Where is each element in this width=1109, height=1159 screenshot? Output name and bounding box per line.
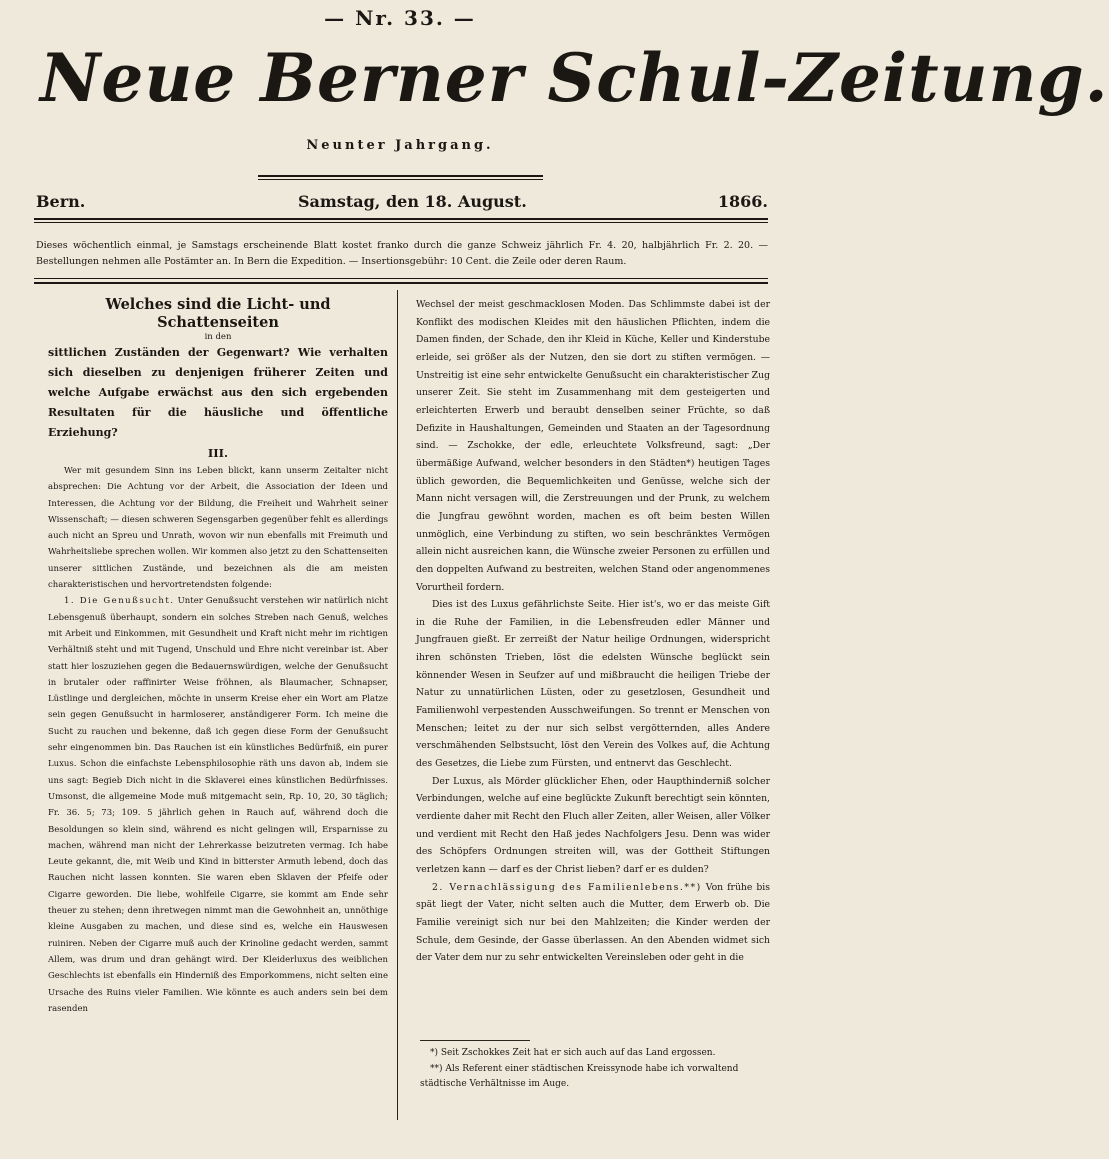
- paragraph: [48, 593, 388, 1017]
- section-number: III.: [207, 446, 229, 460]
- notice-rule: [34, 278, 768, 279]
- dateline-rule: [34, 218, 768, 220]
- left-column: [48, 296, 388, 1017]
- notice-rule-thick: [34, 282, 768, 284]
- paragraph: Der Luxus, als Mörder glücklicher Ehen, oder Haupthinderniß solcher Verbindungen, welche auf eine beglückte Zukunft berechtigt sein könnten, verdiente daher mit Recht den Fluch aller Zeiten, aller Weisen, aller Völker und verdient mit Recht den Haß jedes Nachfolgers Jesu. Denn was wider des Schöpfers Ordnungen streiten will, was der Gottheit Stiftungen verletzen kann — darf es der Christ lieben? darf er es dulden?: [416, 775, 770, 875]
- dateline: [36, 192, 768, 214]
- footnote-2: **) Als Referent einer städtischen Kreissynode habe ich vorwaltend städtische Verhältnisse im Auge.: [420, 1064, 739, 1089]
- place: Bern.: [36, 192, 86, 211]
- article-subheading: in den: [204, 332, 232, 342]
- column-divider: [397, 290, 398, 1120]
- issue-year: 1866.: [717, 192, 768, 211]
- newspaper-title: Neue Berner Schul-Zeitung.: [40, 39, 1109, 117]
- paragraph: Dies ist des Luxus gefährlichste Seite. Hier ist's, wo er das meiste Gift in die Ruhe der Familien, in die Lebensfreuden edler Männer und Jungfrauen gießt. Er zerreißt der Natur heilige Ordnungen, widerspricht ihren schönsten Trieben, löst die edelsten Wünsche beglückt sein könnender Wesen in Seufzer auf und mißbraucht die heiligen Triebe der Natur zu unnatürlichen Lüsten, oder zu gesetzlosen, Gesundheit und Familienwohl verpestenden Ausschweifungen. So trennt er Menschen von Menschen; leitet zu der nur sich selbst vergötternden, alles Andere verschmähenden Selbstsucht, löst den Verein des Volkes auf, die Achtung des Gesetzes, die Liebe zum Fürsten, und entnervt das Geschlecht.: [416, 599, 770, 770]
- issue-number: — Nr. 33. —: [324, 6, 476, 30]
- issue-date: Samstag, den 18. August.: [298, 192, 527, 211]
- section-label: 1. Die Genußsucht.: [64, 596, 175, 607]
- footnote-1: *) Seit Zschokkes Zeit hat er sich auch auf das Land ergossen.: [430, 1048, 716, 1058]
- article-heading: Welches sind die Licht- und Schattenseiten: [105, 296, 331, 331]
- paragraph-text: Unter Genußsucht verstehen wir natürlich nicht Lebensgenuß überhaupt, sondern ein solches Streben nach Genuß, welches mit Arbeit und Einkommen, mit Gesundheit und Kraft nicht mehr im richtigen Verhältniß steht und mit Tugend, Unschuld und Ehre nicht vereinbar ist. Aber statt hier loszuziehen gegen die Bedauernswürdigen, welche der Genußsucht in brutaler oder raffinirter Weise fröhnen, als Blaumacher, Schnapser, Lüstlinge und dergleichen, möchte in unserm Kreise eher ein Wort am Platze sein gegen Genußsucht in harmloserer, anständigerer Form. Ich meine die Sucht zu rauchen und bekenne, daß ich gegen diese Form der Genußsucht sehr eingenommen bin. Das Rauchen ist ein künstliches Bedürfniß, ein purer Luxus. Schon die einfachste Lebensphilosophie räth uns davon ab, indem sie uns sagt: Begieb Dich nicht in die Sklaverei eines künstlichen Bedürfnisses. Umsonst, die allgemeine Mode muß mitgemacht sein, Rp. 10, 20, 30 täglich; Fr. 36. 5; 73; 109. 5 jährlich gehen in Rauch auf, während doch die Besoldungen so klein sind, während es nicht gelingen will, Ersparnisse zu machen, während man nicht der Lehrerkasse beizutreten vermag. Ich habe Leute gekannt, die, mit Weib und Kind in bitterster Armuth lebend, doch das Rauchen nicht lassen konnten. Sie waren eben Sklaven der Pfeife oder Cigarre geworden. Die liebe, wohlfeile Cigarre, sie kommt am Ende sehr theuer zu stehen; denn ihretwegen nimmt man die Gewohnheit an, unnöthige kleine Ausgaben zu machen, und diese sind es, welche ein Hauswesen ruiniren. Neben der Cigarre muß auch der Krinoline gedacht werden, sammt Allem, was drum und dran gehängt wird. Der Kleiderluxus des weiblichen Geschlechts ist ebenfalls ein Hinderniß des Emporkommens, nicht selten eine Ursache des Ruins vieler Familien. Wie könnte es auch anders sein bei dem rasenden: [48, 596, 389, 1014]
- section-label: 2. Vernachlässigung des Familienlebens.**): [432, 881, 702, 893]
- paragraph: Wer mit gesundem Sinn ins Leben blickt, kann unserm Zeitalter nicht absprechen: Die Achtung vor der Arbeit, die Association der Ideen und Interessen, die Achtung vor der Bildung, die Freiheit und Wahrheit seiner Wissenschaft; — diesen schweren Segensgarben gegenüber fehlt es allerdings auch nicht an Spreu und Unrath, wovon wir nun ebenfalls mit Freimuth und Wahrheitsliebe sprechen wollen. Wir kommen also jetzt zu den Schattenseiten unserer sittlichen Zustände, und bezeichnen als die am meisten charakteristischen und hervortretendsten folgende:: [48, 466, 388, 591]
- masthead-rule: [258, 175, 543, 177]
- right-column: [416, 296, 770, 967]
- masthead-rule-thin: [258, 179, 543, 180]
- paragraph: Wechsel der meist geschmacklosen Moden. Das Schlimmste dabei ist der Konflikt des modischen Kleides mit den häuslichen Pflichten, indem die Damen finden, der Schade, den ihr Kleid in Küche, Keller und Kinderstube erleide, sei größer als der Nutzen, den sie dort zu stiften vermögen. — Unstreitig ist eine sehr entwickelte Genußsucht ein charakteristischer Zug unserer Zeit. Sie steht im Zusammenhang mit dem gesteigerten und erleichterten Erwerb und beraubt denselben seiner Früchte, so daß Defizite in Haushaltungen, Gemeinden und Staaten an der Tagesordnung sind. — Zschokke, der edle, erleuchtete Volksfreund, sagt: „Der übermäßige Aufwand, welcher besonders in den Städten*) heutigen Tages üblich geworden, die Bequemlichkeiten und Genüsse, welche sich der Mann nicht versagen will, die Zerstreuungen und der Prunk, zu welchem die Jungfrau gewöhnt worden, machen es oft beim besten Willen unmöglich, eine Verbindung zu stiften, wo sein beschränktes Vermögen allein nicht ausreichen kann, die Wünsche zweier Personen zu erfüllen und den doppelten Aufwand zu bestreiten, welchen Stand oder angenommenes Vorurtheil fordern.: [416, 299, 770, 593]
- subscription-notice: Dieses wöchentlich einmal, je Samstags erscheinende Blatt kostet franko durch die ganze Schweiz jährlich Fr. 4. 20, halbjährlich Fr. 2. 20. — Bestellungen nehmen alle Postämter an. In Bern die Expedition. — Insertionsgebühr: 10 Cent. die Zeile oder deren Raum.: [36, 240, 768, 267]
- article-question: sittlichen Zuständen der Gegenwart? Wie verhalten sich dieselben zu denjenigen früherer Zeiten und welche Aufgabe erwächst aus den sich ergebenden Resultaten für die häusliche und öffentliche Erziehung?: [48, 346, 388, 439]
- dateline-rule-thin: [34, 222, 768, 223]
- footnote-rule: [420, 1040, 530, 1041]
- paragraph-text: Von frühe bis spät liegt der Vater, nicht selten auch die Mutter, dem Erwerb ob. Die Familie vereinigt sich nur bei den Mahlzeiten; die Kinder werden der Schule, dem Gesinde, der Gasse überlassen. An den Abenden widmet sich der Vater dem nur zu sehr entwickelten Vereinsleben oder geht in die: [416, 881, 770, 964]
- volume-year: Neunter Jahrgang.: [306, 138, 494, 153]
- paragraph: [416, 879, 770, 967]
